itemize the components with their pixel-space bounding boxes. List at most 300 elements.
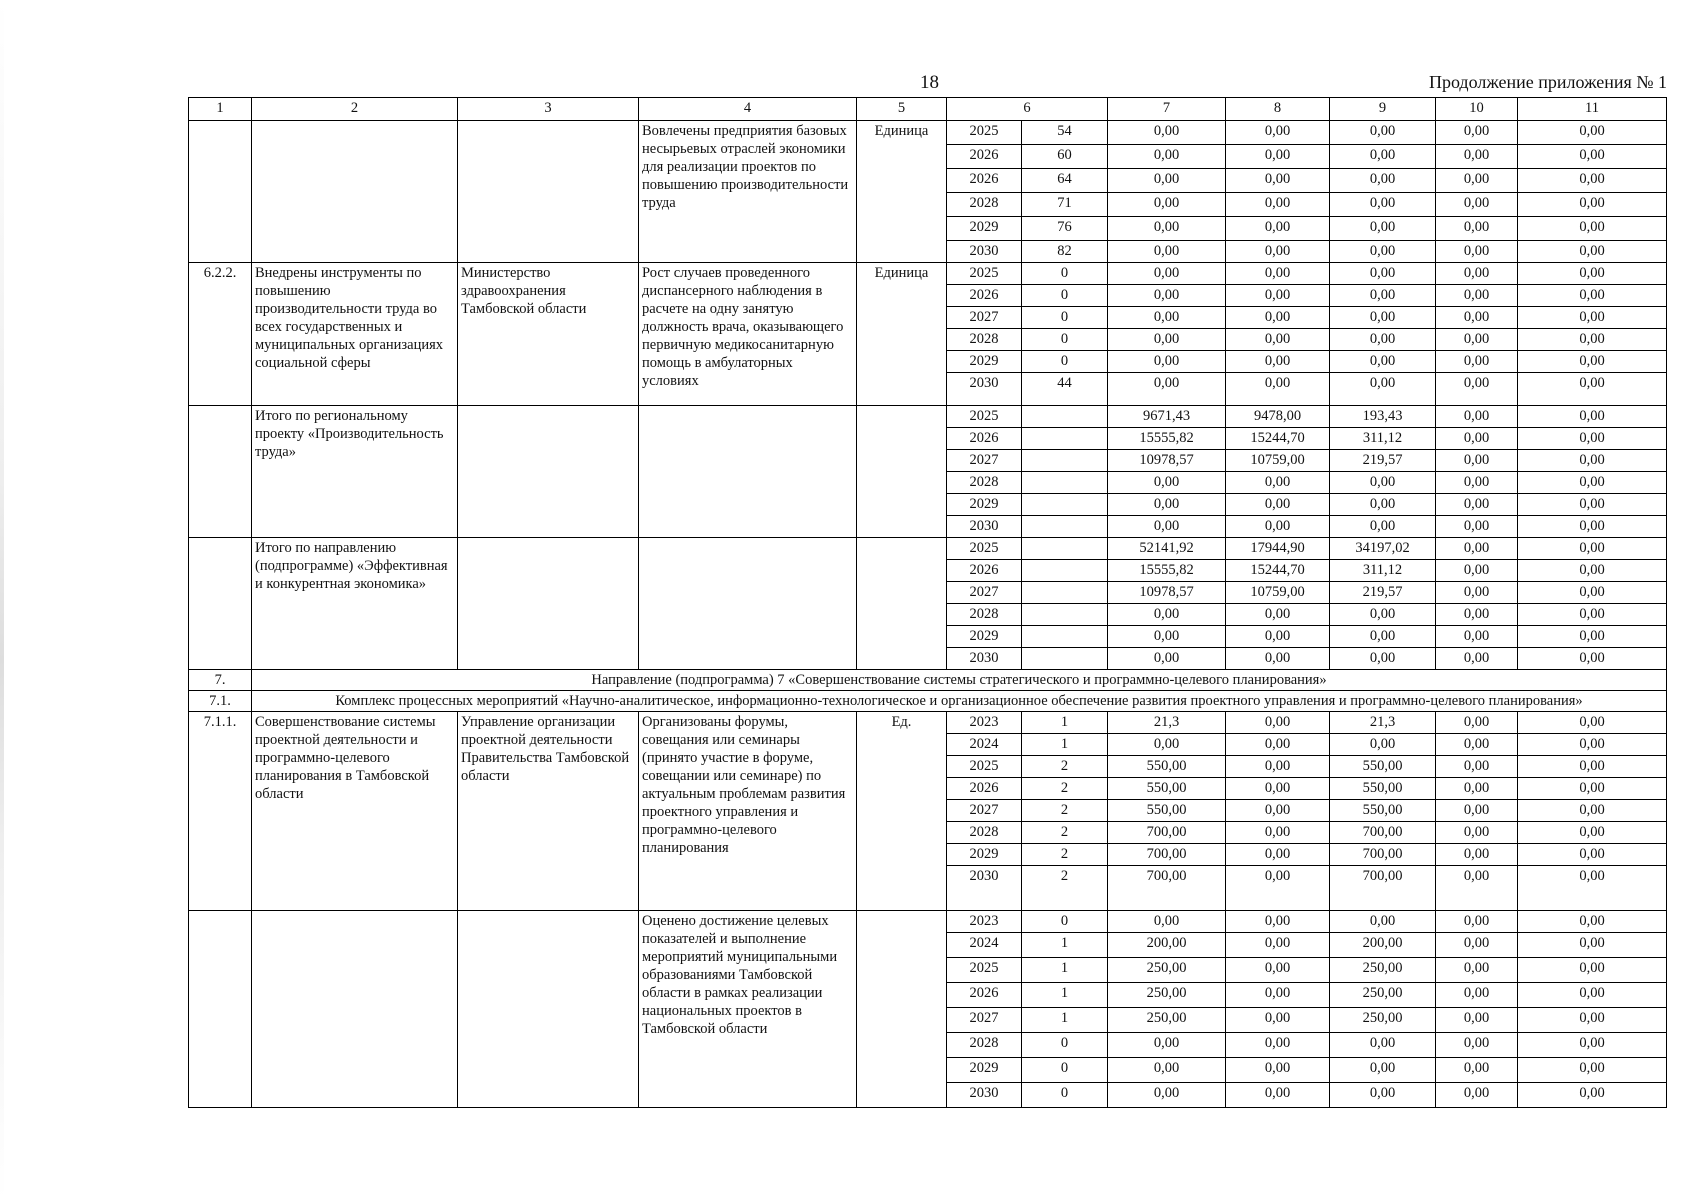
value-cell: 0,00 <box>1436 285 1518 307</box>
value-cell: 0,00 <box>1108 285 1226 307</box>
value-cell: 0,00 <box>1226 778 1330 800</box>
name-cell: Итого по региональному проекту «Производительность труда» <box>252 406 458 538</box>
value-cell: 0 <box>1022 1083 1108 1108</box>
value-cell: 1 <box>1022 1008 1108 1033</box>
value-cell: 2 <box>1022 822 1108 844</box>
value-cell: 700,00 <box>1330 866 1436 911</box>
value-cell: 700,00 <box>1108 844 1226 866</box>
value-cell <box>1022 626 1108 648</box>
value-cell: 0,00 <box>1226 648 1330 670</box>
year-cell: 2030 <box>947 373 1022 406</box>
value-cell: 550,00 <box>1330 778 1436 800</box>
year-cell: 2025 <box>947 538 1022 560</box>
value-cell: 0,00 <box>1518 538 1667 560</box>
value-cell: 0,00 <box>1226 285 1330 307</box>
value-cell: 0,00 <box>1436 538 1518 560</box>
appendix-table <box>188 97 1667 1108</box>
value-cell: 0,00 <box>1518 844 1667 866</box>
value-cell: 1 <box>1022 958 1108 983</box>
value-cell: 0,00 <box>1436 373 1518 406</box>
indicator-cell: Вовлечены предприятия базовых несырьевых отраслей экономики для реализации проектов по повышению производительности труда <box>639 121 857 263</box>
value-cell: 0,00 <box>1518 145 1667 169</box>
col-header: 5 <box>857 98 947 121</box>
value-cell: 44 <box>1022 373 1108 406</box>
value-cell: 0,00 <box>1226 756 1330 778</box>
section-row <box>189 670 1667 691</box>
year-cell: 2030 <box>947 1083 1022 1108</box>
value-cell: 0,00 <box>1436 866 1518 911</box>
value-cell: 0,00 <box>1436 958 1518 983</box>
executor-cell: Управление организации проектной деятельности Правительства Тамбовской области <box>458 712 639 911</box>
value-cell: 0,00 <box>1518 193 1667 217</box>
year-cell: 2025 <box>947 406 1022 428</box>
value-cell: 550,00 <box>1108 778 1226 800</box>
value-cell: 0,00 <box>1436 712 1518 734</box>
value-cell: 0 <box>1022 351 1108 373</box>
value-cell: 0,00 <box>1436 734 1518 756</box>
value-cell: 0,00 <box>1226 712 1330 734</box>
value-cell: 0,00 <box>1226 217 1330 241</box>
value-cell: 0,00 <box>1226 516 1330 538</box>
value-cell: 0,00 <box>1330 193 1436 217</box>
value-cell: 0,00 <box>1226 193 1330 217</box>
year-cell: 2030 <box>947 866 1022 911</box>
year-cell: 2028 <box>947 604 1022 626</box>
executor-cell: Министерство здравоохранения Тамбовской области <box>458 263 639 406</box>
col-header: 6 <box>947 98 1108 121</box>
value-cell: 0,00 <box>1108 626 1226 648</box>
value-cell: 0,00 <box>1436 450 1518 472</box>
value-cell: 250,00 <box>1108 958 1226 983</box>
value-cell: 0,00 <box>1108 169 1226 193</box>
value-cell: 10978,57 <box>1108 450 1226 472</box>
col-header: 3 <box>458 98 639 121</box>
value-cell: 0,00 <box>1330 351 1436 373</box>
unit-cell: Единица <box>857 263 947 406</box>
value-cell: 0,00 <box>1108 604 1226 626</box>
value-cell: 2 <box>1022 800 1108 822</box>
value-cell: 0,00 <box>1436 933 1518 958</box>
year-cell: 2023 <box>947 911 1022 933</box>
value-cell: 0,00 <box>1330 604 1436 626</box>
year-cell: 2025 <box>947 121 1022 145</box>
value-cell: 200,00 <box>1108 933 1226 958</box>
num-cell <box>189 911 252 1108</box>
year-cell: 2027 <box>947 307 1022 329</box>
value-cell: 0,00 <box>1108 145 1226 169</box>
value-cell: 0,00 <box>1330 648 1436 670</box>
value-cell: 0 <box>1022 1058 1108 1083</box>
value-cell: 0,00 <box>1436 329 1518 351</box>
value-cell: 0,00 <box>1518 582 1667 604</box>
value-cell: 0,00 <box>1518 958 1667 983</box>
value-cell: 0 <box>1022 285 1108 307</box>
value-cell: 0,00 <box>1330 494 1436 516</box>
value-cell: 0 <box>1022 911 1108 933</box>
value-cell: 0,00 <box>1226 169 1330 193</box>
name-cell <box>252 911 458 1108</box>
value-cell: 0,00 <box>1330 1058 1436 1083</box>
indicator-cell <box>639 406 857 538</box>
year-cell: 2024 <box>947 734 1022 756</box>
value-cell: 200,00 <box>1330 933 1436 958</box>
value-cell: 0,00 <box>1518 911 1667 933</box>
value-cell <box>1022 406 1108 428</box>
col-header: 1 <box>189 98 252 121</box>
value-cell: 0,00 <box>1226 307 1330 329</box>
value-cell: 0,00 <box>1518 1033 1667 1058</box>
value-cell: 0,00 <box>1226 241 1330 263</box>
unit-cell: Единица <box>857 121 947 263</box>
num-cell <box>189 538 252 670</box>
value-cell: 2 <box>1022 844 1108 866</box>
section-number: 7.1. <box>189 691 252 712</box>
value-cell: 0 <box>1022 263 1108 285</box>
value-cell: 0,00 <box>1518 778 1667 800</box>
value-cell: 9478,00 <box>1226 406 1330 428</box>
value-cell <box>1022 560 1108 582</box>
value-cell: 0,00 <box>1436 582 1518 604</box>
value-cell: 0,00 <box>1226 1058 1330 1083</box>
value-cell: 0,00 <box>1108 121 1226 145</box>
value-cell: 0,00 <box>1330 285 1436 307</box>
year-cell: 2025 <box>947 756 1022 778</box>
value-cell <box>1022 538 1108 560</box>
value-cell: 0,00 <box>1518 626 1667 648</box>
section-title: Комплекс процессных мероприятий «Научно-аналитическое, информационно-технологическое и организационное обеспечение развития проектного управления и программно-целевого планирования» <box>252 691 1667 712</box>
value-cell <box>1022 472 1108 494</box>
year-cell: 2029 <box>947 1058 1022 1083</box>
value-cell: 2 <box>1022 756 1108 778</box>
value-cell: 1 <box>1022 933 1108 958</box>
value-cell: 0,00 <box>1226 1033 1330 1058</box>
value-cell: 0,00 <box>1518 373 1667 406</box>
year-cell: 2029 <box>947 626 1022 648</box>
value-cell: 0,00 <box>1436 241 1518 263</box>
value-cell: 0,00 <box>1330 626 1436 648</box>
col-header: 11 <box>1518 98 1667 121</box>
value-cell: 0,00 <box>1226 1083 1330 1108</box>
value-cell: 0,00 <box>1226 145 1330 169</box>
value-cell: 700,00 <box>1330 844 1436 866</box>
value-cell: 76 <box>1022 217 1108 241</box>
value-cell: 0,00 <box>1108 263 1226 285</box>
value-cell: 0,00 <box>1436 217 1518 241</box>
value-cell: 52141,92 <box>1108 538 1226 560</box>
value-cell: 0,00 <box>1226 626 1330 648</box>
value-cell: 0,00 <box>1518 734 1667 756</box>
value-cell: 0,00 <box>1436 193 1518 217</box>
value-cell: 0,00 <box>1436 516 1518 538</box>
executor-cell <box>458 406 639 538</box>
value-cell: 0,00 <box>1226 351 1330 373</box>
col-header: 10 <box>1436 98 1518 121</box>
value-cell: 700,00 <box>1108 822 1226 844</box>
unit-cell <box>857 911 947 1108</box>
value-cell: 0,00 <box>1108 307 1226 329</box>
value-cell: 250,00 <box>1330 983 1436 1008</box>
value-cell: 0,00 <box>1436 983 1518 1008</box>
value-cell: 0,00 <box>1330 516 1436 538</box>
value-cell: 700,00 <box>1108 866 1226 911</box>
value-cell: 0,00 <box>1226 958 1330 983</box>
value-cell: 0,00 <box>1226 373 1330 406</box>
num-cell: 7.1.1. <box>189 712 252 911</box>
value-cell: 550,00 <box>1108 756 1226 778</box>
value-cell: 0,00 <box>1518 472 1667 494</box>
value-cell: 0,00 <box>1518 241 1667 263</box>
value-cell: 0,00 <box>1518 217 1667 241</box>
value-cell: 0,00 <box>1518 560 1667 582</box>
value-cell: 0,00 <box>1108 516 1226 538</box>
year-cell: 2027 <box>947 582 1022 604</box>
value-cell: 0,00 <box>1226 604 1330 626</box>
value-cell: 250,00 <box>1330 958 1436 983</box>
value-cell: 0,00 <box>1518 933 1667 958</box>
value-cell: 219,57 <box>1330 450 1436 472</box>
page-number: 18 <box>920 72 939 93</box>
value-cell: 2 <box>1022 866 1108 911</box>
year-cell: 2026 <box>947 560 1022 582</box>
value-cell: 71 <box>1022 193 1108 217</box>
value-cell: 15244,70 <box>1226 428 1330 450</box>
year-cell: 2023 <box>947 712 1022 734</box>
indicator-cell: Организованы форумы, совещания или семинары (принято участие в форуме, совещании или семинаре) по актуальным проблемам развития проектного управления и программно-целевого планирования <box>639 712 857 911</box>
value-cell: 0,00 <box>1518 800 1667 822</box>
value-cell: 0,00 <box>1330 145 1436 169</box>
value-cell: 0,00 <box>1108 911 1226 933</box>
year-cell: 2027 <box>947 800 1022 822</box>
year-cell: 2029 <box>947 351 1022 373</box>
value-cell: 0,00 <box>1436 169 1518 193</box>
value-cell: 0,00 <box>1226 844 1330 866</box>
value-cell: 0,00 <box>1518 516 1667 538</box>
value-cell: 0,00 <box>1518 351 1667 373</box>
year-cell: 2025 <box>947 958 1022 983</box>
value-cell: 0,00 <box>1108 373 1226 406</box>
value-cell: 0,00 <box>1226 866 1330 911</box>
year-cell: 2028 <box>947 1033 1022 1058</box>
value-cell: 0,00 <box>1518 329 1667 351</box>
value-cell: 0,00 <box>1226 734 1330 756</box>
value-cell: 0,00 <box>1436 472 1518 494</box>
value-cell: 0,00 <box>1330 373 1436 406</box>
unit-cell <box>857 406 947 538</box>
value-cell: 0,00 <box>1518 1058 1667 1083</box>
value-cell: 0,00 <box>1330 217 1436 241</box>
table-row <box>189 121 1667 145</box>
table-body <box>189 98 1667 1108</box>
value-cell: 0,00 <box>1518 307 1667 329</box>
value-cell: 250,00 <box>1108 1008 1226 1033</box>
value-cell: 0,00 <box>1518 756 1667 778</box>
value-cell: 0,00 <box>1518 604 1667 626</box>
value-cell: 0,00 <box>1518 285 1667 307</box>
value-cell: 0,00 <box>1226 494 1330 516</box>
value-cell: 250,00 <box>1108 983 1226 1008</box>
executor-cell <box>458 121 639 263</box>
value-cell: 15244,70 <box>1226 560 1330 582</box>
value-cell: 0,00 <box>1518 822 1667 844</box>
value-cell: 15555,82 <box>1108 428 1226 450</box>
value-cell: 193,43 <box>1330 406 1436 428</box>
value-cell: 0,00 <box>1436 1083 1518 1108</box>
value-cell: 0,00 <box>1330 734 1436 756</box>
year-cell: 2025 <box>947 263 1022 285</box>
value-cell: 0,00 <box>1226 933 1330 958</box>
value-cell: 64 <box>1022 169 1108 193</box>
value-cell: 0,00 <box>1436 1058 1518 1083</box>
num-cell <box>189 406 252 538</box>
value-cell: 0,00 <box>1108 193 1226 217</box>
value-cell: 0,00 <box>1330 911 1436 933</box>
value-cell <box>1022 450 1108 472</box>
indicator-cell: Оценено достижение целевых показателей и выполнение мероприятий муниципальными образованиями Тамбовской области в рамках реализации национальных проектов в Тамбовской области <box>639 911 857 1108</box>
value-cell: 0,00 <box>1518 263 1667 285</box>
executor-cell <box>458 538 639 670</box>
value-cell: 10759,00 <box>1226 582 1330 604</box>
value-cell: 0,00 <box>1436 604 1518 626</box>
value-cell: 0,00 <box>1226 472 1330 494</box>
value-cell: 0,00 <box>1436 626 1518 648</box>
executor-cell <box>458 911 639 1108</box>
unit-cell <box>857 538 947 670</box>
value-cell <box>1022 582 1108 604</box>
year-cell: 2024 <box>947 933 1022 958</box>
value-cell: 10978,57 <box>1108 582 1226 604</box>
value-cell: 0,00 <box>1436 145 1518 169</box>
section-number: 7. <box>189 670 252 691</box>
table-row <box>189 263 1667 285</box>
value-cell: 219,57 <box>1330 582 1436 604</box>
value-cell: 0,00 <box>1330 1083 1436 1108</box>
value-cell: 0,00 <box>1518 406 1667 428</box>
year-cell: 2029 <box>947 844 1022 866</box>
value-cell: 0,00 <box>1108 217 1226 241</box>
value-cell: 0,00 <box>1518 1008 1667 1033</box>
value-cell: 0,00 <box>1226 329 1330 351</box>
year-cell: 2029 <box>947 217 1022 241</box>
num-cell: 6.2.2. <box>189 263 252 406</box>
value-cell: 0,00 <box>1108 329 1226 351</box>
year-cell: 2028 <box>947 329 1022 351</box>
col-header: 7 <box>1108 98 1226 121</box>
section-title: Направление (подпрограмма) 7 «Совершенствование системы стратегического и программно-целевого планирования» <box>252 670 1667 691</box>
continuation-note: Продолжение приложения № 1 <box>1428 72 1667 92</box>
value-cell: 0 <box>1022 307 1108 329</box>
value-cell: 0,00 <box>1108 1083 1226 1108</box>
value-cell <box>1022 516 1108 538</box>
value-cell: 15555,82 <box>1108 560 1226 582</box>
table-row <box>189 538 1667 560</box>
year-cell: 2030 <box>947 241 1022 263</box>
value-cell: 2 <box>1022 778 1108 800</box>
value-cell: 0,00 <box>1518 121 1667 145</box>
value-cell: 0,00 <box>1330 1033 1436 1058</box>
year-cell: 2029 <box>947 494 1022 516</box>
value-cell: 10759,00 <box>1226 450 1330 472</box>
value-cell: 0,00 <box>1226 263 1330 285</box>
name-cell: Совершенствование системы проектной деятельности и программно-целевого планирования в Тамбовской области <box>252 712 458 911</box>
year-cell: 2028 <box>947 472 1022 494</box>
unit-cell: Ед. <box>857 712 947 911</box>
value-cell: 0,00 <box>1330 329 1436 351</box>
value-cell: 1 <box>1022 983 1108 1008</box>
header-row <box>189 98 1667 121</box>
name-cell <box>252 121 458 263</box>
table-row <box>189 712 1667 734</box>
value-cell: 550,00 <box>1108 800 1226 822</box>
value-cell: 21,3 <box>1330 712 1436 734</box>
value-cell: 0,00 <box>1108 472 1226 494</box>
value-cell: 0,00 <box>1108 241 1226 263</box>
value-cell: 0,00 <box>1108 351 1226 373</box>
value-cell: 0,00 <box>1226 983 1330 1008</box>
value-cell: 0,00 <box>1518 1083 1667 1108</box>
value-cell: 21,3 <box>1108 712 1226 734</box>
value-cell <box>1022 648 1108 670</box>
value-cell: 0,00 <box>1518 428 1667 450</box>
value-cell: 54 <box>1022 121 1108 145</box>
value-cell: 0,00 <box>1226 1008 1330 1033</box>
value-cell: 0,00 <box>1518 494 1667 516</box>
value-cell: 0,00 <box>1330 241 1436 263</box>
value-cell: 0,00 <box>1436 778 1518 800</box>
value-cell: 0,00 <box>1436 648 1518 670</box>
value-cell: 1 <box>1022 712 1108 734</box>
value-cell: 60 <box>1022 145 1108 169</box>
value-cell: 0,00 <box>1518 866 1667 911</box>
value-cell: 0,00 <box>1108 1033 1226 1058</box>
value-cell: 0,00 <box>1108 1058 1226 1083</box>
value-cell: 250,00 <box>1330 1008 1436 1033</box>
value-cell: 311,12 <box>1330 560 1436 582</box>
indicator-cell <box>639 538 857 670</box>
value-cell: 0,00 <box>1436 263 1518 285</box>
year-cell: 2026 <box>947 778 1022 800</box>
value-cell: 550,00 <box>1330 800 1436 822</box>
value-cell: 0 <box>1022 1033 1108 1058</box>
value-cell <box>1022 428 1108 450</box>
num-cell <box>189 121 252 263</box>
value-cell: 0,00 <box>1436 428 1518 450</box>
year-cell: 2026 <box>947 145 1022 169</box>
value-cell: 1 <box>1022 734 1108 756</box>
value-cell: 0,00 <box>1436 822 1518 844</box>
year-cell: 2027 <box>947 450 1022 472</box>
year-cell: 2026 <box>947 169 1022 193</box>
col-header: 2 <box>252 98 458 121</box>
value-cell: 9671,43 <box>1108 406 1226 428</box>
value-cell: 0,00 <box>1436 121 1518 145</box>
scan-edge <box>0 0 4 1200</box>
value-cell: 0,00 <box>1436 800 1518 822</box>
value-cell <box>1022 604 1108 626</box>
value-cell: 700,00 <box>1330 822 1436 844</box>
value-cell: 0,00 <box>1226 911 1330 933</box>
section-row <box>189 691 1667 712</box>
value-cell: 0,00 <box>1436 494 1518 516</box>
value-cell: 0,00 <box>1518 169 1667 193</box>
value-cell <box>1022 494 1108 516</box>
value-cell: 0,00 <box>1436 1008 1518 1033</box>
value-cell: 0,00 <box>1436 406 1518 428</box>
indicator-cell: Рост случаев проведенного диспансерного наблюдения в расчете на одну занятую должность врача, оказывающего первичную медикосанитарную помощь в амбулаторных условиях <box>639 263 857 406</box>
value-cell: 17944,90 <box>1226 538 1330 560</box>
year-cell: 2026 <box>947 285 1022 307</box>
value-cell: 82 <box>1022 241 1108 263</box>
value-cell: 0,00 <box>1226 800 1330 822</box>
